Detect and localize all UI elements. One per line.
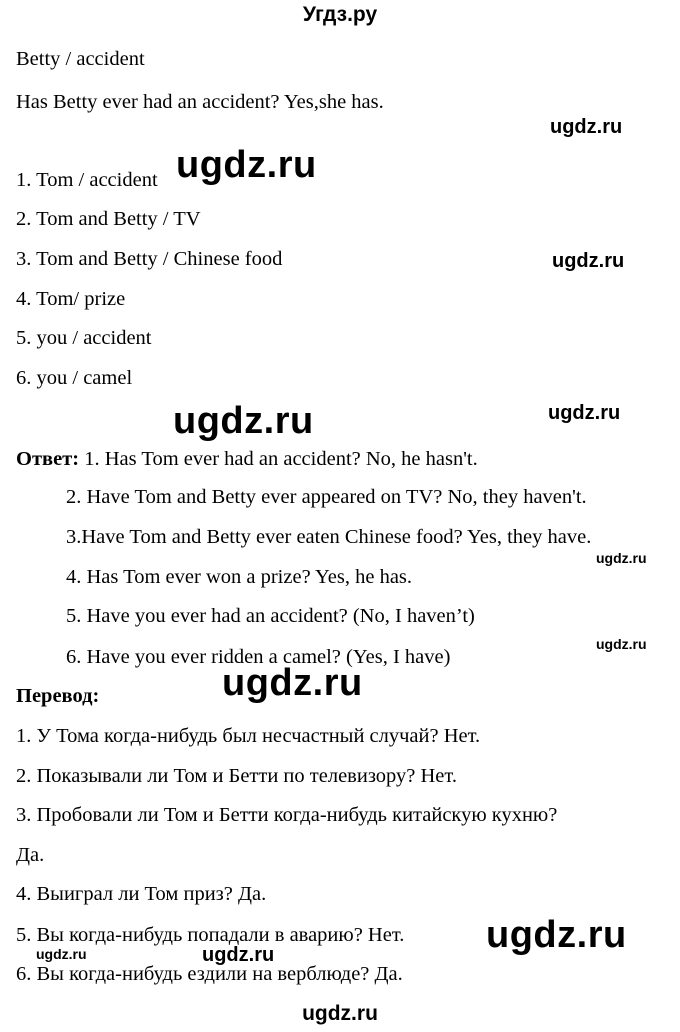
watermark: ugdz.ru	[548, 402, 621, 424]
task-item-5: 5. you / accident	[16, 327, 152, 349]
answer-line-3: 3.Have Tom and Betty ever eaten Chinese food? Yes, they have.	[66, 526, 592, 548]
task-item-2: 2. Tom and Betty / TV	[16, 208, 201, 230]
watermark: ugdz.ru	[176, 144, 317, 186]
example-prompt: Betty / accident	[16, 48, 145, 70]
translation-line-5: 5. Вы когда-нибудь попадали в аварию? Нет.	[16, 924, 405, 946]
watermark: ugdz.ru	[550, 116, 623, 138]
answer-text-1: 1. Has Tom ever had an accident? No, he hasn't.	[79, 448, 478, 470]
watermark: ugdz.ru	[552, 250, 625, 272]
task-item-6: 6. you / camel	[16, 367, 133, 389]
task-item-1: 1. Tom / accident	[16, 169, 158, 191]
translation-line-1: 1. У Тома когда-нибудь был несчастный случай? Нет.	[16, 725, 481, 747]
answer-line-1	[16, 447, 478, 471]
translation-line-4: 4. Выиграл ли Том приз? Да.	[16, 883, 267, 905]
watermark: ugdz.ru	[222, 662, 363, 704]
answer-label: Ответ:	[16, 448, 80, 470]
answer-line-6: 6. Have you ever ridden a camel? (Yes, I have)	[66, 646, 451, 668]
footer-watermark: ugdz.ru	[302, 1002, 378, 1025]
translation-line-2: 2. Показывали ли Том и Бетти по телевизору? Нет.	[16, 765, 457, 787]
translation-line-3: 3. Пробовали ли Том и Бетти когда-нибудь китайскую кухню?	[16, 804, 558, 826]
site-title: Угдз.ру	[302, 3, 378, 26]
task-item-4: 4. Tom/ prize	[16, 288, 126, 310]
watermark: ugdz.ru	[202, 944, 275, 966]
watermark: ugdz.ru	[486, 914, 627, 956]
watermark: ugdz.ru	[596, 550, 647, 566]
translation-line-6: 6. Вы когда-нибудь ездили на верблюде? Да.	[16, 963, 403, 985]
answer-line-5: 5. Have you ever had an accident? (No, I haven’t)	[66, 605, 475, 627]
answer-line-2: 2. Have Tom and Betty ever appeared on TV? No, they haven't.	[66, 486, 587, 508]
watermark: ugdz.ru	[596, 636, 647, 652]
watermark: ugdz.ru	[36, 946, 87, 962]
watermark: ugdz.ru	[173, 400, 314, 442]
task-item-3: 3. Tom and Betty / Chinese food	[16, 248, 283, 270]
translation-label: Перевод:	[16, 685, 100, 707]
answer-line-4: 4. Has Tom ever won a prize? Yes, he has.	[66, 566, 413, 588]
translation-line-3b: Да.	[16, 844, 45, 866]
example-sentence: Has Betty ever had an accident? Yes,she has.	[16, 91, 384, 113]
